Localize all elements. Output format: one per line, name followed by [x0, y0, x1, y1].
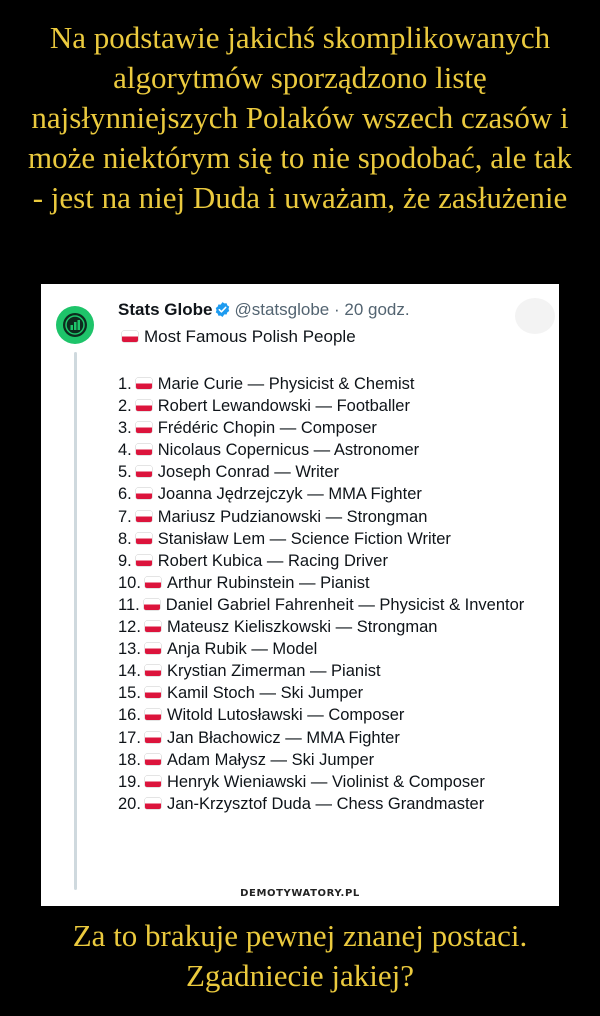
post-title [118, 326, 356, 348]
thread-line [74, 352, 77, 890]
poland-flag-icon [145, 709, 161, 720]
list-item-text: Robert Lewandowski — Footballer [157, 397, 410, 416]
bar-chart-logo-icon [62, 312, 88, 338]
list-item-text: Adam Małysz — Ski Jumper [166, 750, 375, 769]
poland-flag-icon [136, 422, 152, 433]
list-item-number: 10. [118, 573, 141, 592]
tweet-screenshot [41, 284, 559, 906]
list-item-text: Joseph Conrad — Writer [157, 463, 340, 482]
verified-badge-icon [214, 301, 231, 324]
list-item-text: Marie Curie — Physicist & Chemist [157, 375, 415, 393]
top-caption: Na podstawie jakichś skomplikowanych algorytmów sporządzono listę najsłynniejszych Polaków wszech czasów i może niektórym się to nie spodobać, ale tak - jest na niej Duda i uważam, że zasłużenie [27, 20, 573, 215]
list-item-text: Mateusz Kieliszkowski — Strongman [166, 618, 438, 637]
poland-flag-icon [136, 555, 152, 566]
list-item-number: 12. [118, 618, 141, 637]
list-item-text: Robert Kubica — Racing Driver [157, 551, 388, 570]
list-item-text: Kamil Stoch — Ski Jumper [166, 684, 364, 703]
list-item [118, 727, 550, 749]
famous-people-list [118, 373, 550, 815]
list-item-number: 17. [118, 728, 141, 747]
list-item [118, 638, 550, 660]
poland-flag-icon [136, 378, 152, 389]
list-item [118, 771, 550, 793]
poland-flag-icon [136, 466, 152, 477]
poland-flag-icon [144, 599, 160, 610]
list-item [118, 550, 550, 572]
list-item [118, 704, 550, 726]
list-item-number: 7. [118, 507, 132, 526]
list-item [118, 528, 550, 550]
dot-separator: · [333, 300, 340, 319]
poland-flag-icon [136, 444, 152, 455]
list-item [118, 749, 550, 771]
list-item-number: 11. [118, 595, 140, 614]
list-item [118, 682, 550, 704]
list-item-text: Arthur Rubinstein — Pianist [166, 573, 370, 592]
poland-flag-icon [136, 511, 152, 522]
list-item-number: 1. [118, 375, 132, 393]
list-item-number: 6. [118, 485, 132, 504]
list-item [118, 461, 550, 483]
list-item-number: 9. [118, 551, 132, 570]
poland-flag-icon [145, 732, 161, 743]
post-title-text: Most Famous Polish People [144, 327, 356, 346]
poland-flag-icon [145, 643, 161, 654]
author-name[interactable]: Stats Globe [118, 300, 213, 319]
list-item-number: 5. [118, 463, 132, 482]
list-item-text: Jan Błachowicz — MMA Fighter [166, 728, 400, 747]
poland-flag-icon [136, 533, 152, 544]
stats-globe-avatar[interactable] [56, 306, 94, 344]
list-item-number: 15. [118, 684, 141, 703]
list-item-number: 19. [118, 772, 141, 791]
list-item-text: Witold Lutosławski — Composer [166, 706, 405, 725]
list-item-text: Krystian Zimerman — Pianist [166, 662, 381, 681]
list-item [118, 660, 550, 682]
list-item-text: Stanisław Lem — Science Fiction Writer [157, 529, 451, 548]
list-item [118, 483, 550, 505]
poland-flag-icon [145, 776, 161, 787]
list-item-number: 3. [118, 419, 132, 438]
post-header [118, 299, 538, 324]
list-item [118, 373, 550, 395]
poland-flag-icon [136, 488, 152, 499]
poland-flag-icon [136, 400, 152, 411]
list-item-text: Frédéric Chopin — Composer [157, 419, 377, 438]
list-item-number: 16. [118, 706, 141, 725]
list-item-text: Nicolaus Copernicus — Astronomer [157, 441, 420, 460]
watermark: DEMOTYWATORY.PL [240, 888, 360, 899]
list-item [118, 395, 550, 417]
list-item [118, 506, 550, 528]
list-item [118, 594, 550, 616]
list-item-text: Jan-Krzysztof Duda — Chess Grandmaster [166, 794, 485, 813]
post-time[interactable]: 20 godz. [344, 300, 410, 319]
list-item [118, 616, 550, 638]
list-item-number: 8. [118, 529, 132, 548]
bottom-caption: Za to brakuje pewnej znanej postaci. Zgadniecie jakiej? [72, 918, 528, 993]
poland-flag-icon [145, 798, 161, 809]
list-item-number: 4. [118, 441, 132, 460]
list-item-number: 18. [118, 750, 141, 769]
list-item [118, 572, 550, 594]
poland-flag-icon [122, 331, 138, 342]
list-item [118, 793, 550, 815]
list-item-text: Mariusz Pudzianowski — Strongman [157, 507, 428, 526]
poland-flag-icon [145, 665, 161, 676]
list-item-text: Joanna Jędrzejczyk — MMA Fighter [157, 485, 422, 504]
poland-flag-icon [145, 621, 161, 632]
list-item [118, 439, 550, 461]
poland-flag-icon [145, 754, 161, 765]
list-item-text: Henryk Wieniawski — Violinist & Composer [166, 772, 485, 791]
author-handle[interactable]: @statsglobe [234, 300, 330, 319]
poland-flag-icon [145, 577, 161, 588]
list-item [118, 417, 550, 439]
list-item-text: Daniel Gabriel Fahrenheit — Physicist & Inventor [165, 595, 525, 614]
list-item-number: 14. [118, 662, 141, 681]
list-item-number: 13. [118, 640, 141, 659]
list-item-number: 20. [118, 794, 141, 813]
list-item-text: Anja Rubik — Model [166, 640, 318, 659]
poland-flag-icon [145, 687, 161, 698]
list-item-number: 2. [118, 397, 132, 416]
